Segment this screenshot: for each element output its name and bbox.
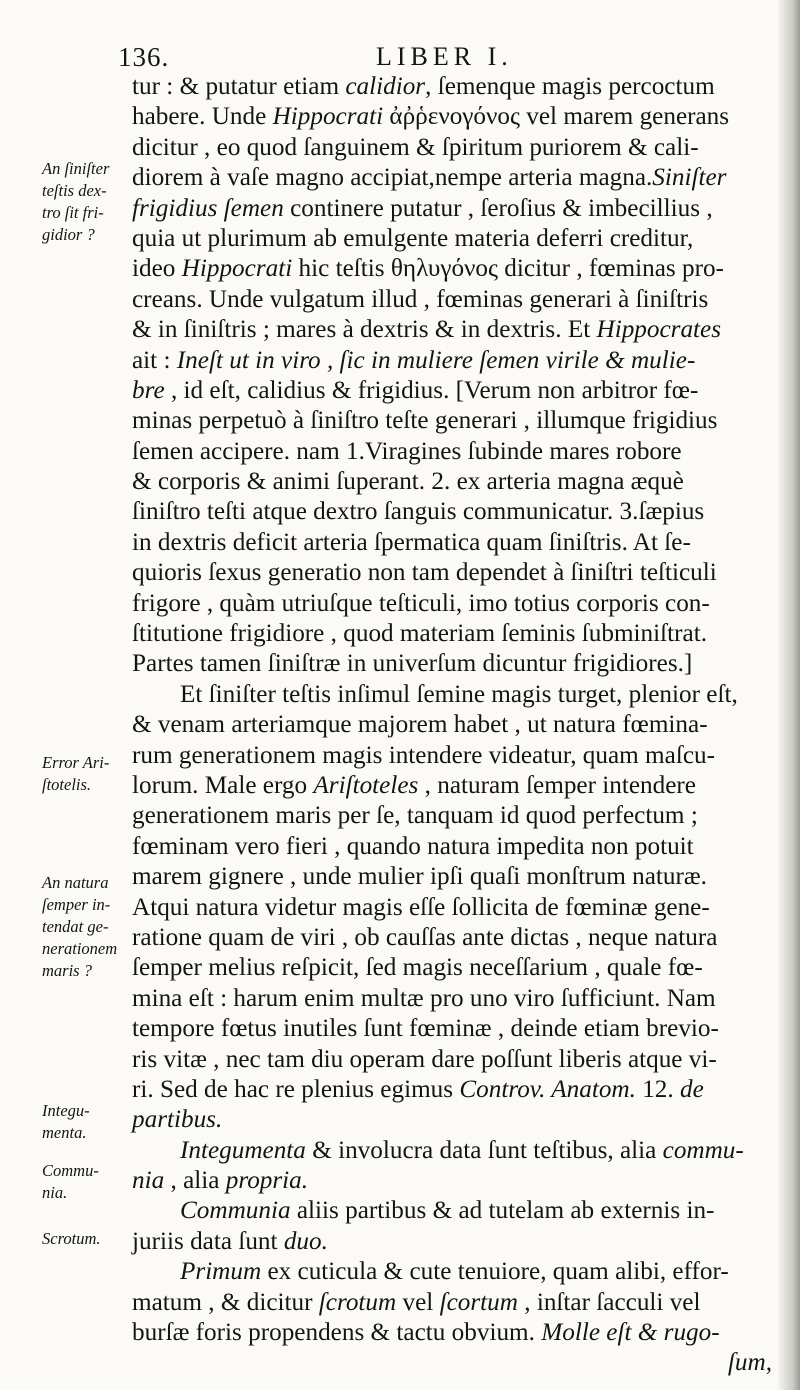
text-run: tempore fœtus inutiles ſunt fœminæ , deinde etiam brevio-: [132, 1015, 719, 1043]
italic-run: Primum: [180, 1258, 262, 1286]
text-run: ſemper melius reſpicit, ſed magis neceſſarium , quale fœ-: [132, 954, 703, 982]
text-run: ratione quam de viri , ob cauſſas ante dictas , neque natura: [132, 923, 718, 951]
page-spine-shadow: [778, 0, 800, 1390]
italic-run: Siniſter: [652, 164, 727, 192]
text-line: [132, 619, 772, 649]
text-run: quioris ſexus generatio non tam dependet à ſiniſtri teſticuli: [132, 559, 717, 587]
text-line: [132, 254, 772, 284]
text-run: ri. Sed de hac re plenius egimus: [132, 1075, 460, 1103]
margin-note-line: gidior ?: [42, 225, 95, 244]
text-run: ἀῤῥενογόνος vel marem generans: [383, 103, 730, 131]
text-run: Partes tamen ſiniſtræ in univerſum dicuntur frigidiores.]: [132, 650, 693, 678]
italic-run: nia: [132, 1167, 165, 1195]
page-header: [118, 40, 758, 72]
text-line: [132, 497, 772, 527]
margin-note-line: Error Ari-: [42, 753, 110, 772]
text-run: ſiniſtro teſti atque dextro ſanguis communicatur. 3.ſæpius: [132, 498, 705, 526]
text-run: matum , & dicitur: [132, 1288, 319, 1316]
italic-run: Communia: [180, 1197, 291, 1225]
text-line: [132, 346, 772, 376]
text-run: ſemen accipere. nam 1.Viragines ſubinde mares robore: [132, 437, 682, 465]
text-line: [132, 1045, 772, 1075]
text-line: [132, 224, 772, 254]
text-line: [132, 1136, 772, 1166]
text-line: [132, 1105, 772, 1135]
text-line: [132, 1075, 772, 1105]
text-line: [132, 589, 772, 619]
text-line: [132, 1348, 772, 1378]
italic-run: frigidius ſemen: [132, 194, 284, 222]
text-run: , ſemenque magis percoctum: [425, 73, 715, 100]
text-line: [132, 771, 772, 801]
text-run: burſæ foris propendens & tactu obvium.: [132, 1319, 542, 1347]
text-line: [132, 163, 772, 193]
italic-run: Ineſt ut in viro , ſic in muliere ſemen virile & mulie-: [176, 346, 696, 374]
italic-run: Integumenta: [180, 1136, 306, 1164]
italic-run: Hippocrati: [272, 103, 384, 131]
margin-note: [42, 1160, 99, 1204]
main-text-column: [132, 72, 772, 1379]
text-line: [132, 801, 772, 831]
text-line: [132, 315, 772, 345]
text-line: [132, 1318, 772, 1348]
text-run: habere. Unde: [132, 103, 273, 131]
italic-run: Hippocrati: [181, 255, 293, 283]
margin-note-line: teſtis dex-: [42, 181, 107, 200]
margin-note: [42, 872, 117, 982]
text-line: [132, 406, 772, 436]
margin-note: [42, 158, 109, 246]
text-line: [132, 133, 772, 163]
text-run: , naturam ſemper intendere: [418, 771, 696, 799]
text-run: ris vitæ , nec tam diu operam dare poſſunt liberis atque vi-: [132, 1045, 717, 1073]
margin-note-line: ſtotelis.: [42, 775, 92, 794]
text-run: vel: [396, 1288, 440, 1316]
italic-run: partibus.: [132, 1106, 223, 1134]
text-run: diorem à vaſe magno accipiat,nempe arteria magna.: [132, 164, 653, 192]
text-run: & in ſiniſtris ; mares à dextris & in dextris. Et: [132, 316, 597, 344]
text-run: hic teſtis θηλυγόνος dicitur , fœminas pro-: [292, 255, 724, 283]
margin-note-line: Commu-: [42, 1161, 99, 1180]
text-run: minas perpetuò à ſiniſtro teſte generari , illumque frigidius: [132, 407, 718, 435]
text-run: & involucra data ſunt teſtibus, alia: [305, 1136, 663, 1164]
text-run: tur : & putatur etiam: [132, 73, 346, 100]
text-run: 12.: [635, 1075, 680, 1103]
text-run: marem gignere , unde mulier ipſi quaſi monſtrum naturæ.: [132, 863, 707, 891]
text-line: [132, 1196, 772, 1226]
italic-run: Molle eſt & rugo-: [541, 1319, 720, 1347]
text-run: aliis partibus & ad tutelam ab externis in-: [290, 1197, 715, 1225]
text-line: [132, 194, 772, 224]
margin-note-line: An ſiniſter: [42, 159, 110, 178]
text-line: [132, 893, 772, 923]
margin-note-line: Scrotum.: [42, 1229, 101, 1248]
text-run: fœminam vero fieri , quando natura impedita non potuit: [132, 832, 694, 860]
text-line: [132, 1227, 772, 1257]
text-run: rum generationem magis intendere videatur, quam maſcu-: [132, 741, 715, 769]
text-run: ideo: [132, 255, 182, 283]
italic-run: ſcortum: [439, 1288, 518, 1316]
text-run: juriis data ſunt: [132, 1227, 284, 1255]
text-line: [132, 1288, 772, 1318]
margin-note-line: Integu-: [42, 1101, 90, 1120]
text-line: [132, 1257, 772, 1287]
text-line: [132, 102, 772, 132]
text-run: generationem maris per ſe, tanquam id quod perfectum ;: [132, 802, 698, 830]
text-run: Atqui natura videtur magis eſſe ſollicita de fœminæ gene-: [132, 893, 710, 921]
margin-note: [42, 1228, 101, 1250]
text-run: continere putatur , ſeroſius & imbecillius ,: [283, 194, 713, 222]
text-line: [132, 72, 772, 102]
margin-note-line: ſemper in-: [42, 895, 111, 914]
text-line: [132, 680, 772, 710]
text-line: [132, 376, 772, 406]
italic-run: ſcrotum: [318, 1288, 397, 1316]
text-run: , alia: [164, 1167, 226, 1195]
text-run: ex cuticula & cute tenuiore, quam alibi, effor-: [261, 1258, 729, 1286]
margin-note-line: maris ?: [42, 961, 92, 980]
running-head: LIBER I.: [376, 42, 513, 71]
italic-run: bre: [132, 376, 165, 404]
text-line: [132, 862, 772, 892]
text-line: [132, 710, 772, 740]
text-line: [132, 953, 772, 983]
text-line: [132, 832, 772, 862]
text-line: [132, 984, 772, 1014]
margin-note-line: nia.: [42, 1183, 68, 1202]
text-line: [132, 285, 772, 315]
text-run: frigore , quàm utriuſque teſticuli, imo totius corporis con-: [132, 589, 710, 617]
text-run: Et ſiniſter teſtis inſimul ſemine magis turget, plenior eſt,: [180, 680, 738, 708]
margin-note: [42, 752, 109, 796]
margin-note-line: tendat ge-: [42, 917, 109, 936]
italic-run: duo.: [283, 1227, 328, 1255]
text-run: , inſtar ſacculi vel: [517, 1288, 701, 1316]
italic-run: commu-: [662, 1136, 744, 1164]
italic-run: Hippocrates: [596, 316, 722, 344]
italic-run: calidior: [345, 73, 426, 100]
margin-note-line: menta.: [42, 1123, 87, 1142]
text-line: [132, 1166, 772, 1196]
italic-run: Controv. Anatom.: [459, 1075, 636, 1103]
italic-run: de: [679, 1075, 704, 1103]
text-line: [132, 741, 772, 771]
margin-note-line: nerationem: [42, 939, 118, 958]
margin-note-line: An natura: [42, 873, 109, 892]
text-line: [132, 558, 772, 588]
text-run: in dextris deficit arteria ſpermatica quam ſiniſtris. At ſe-: [132, 528, 691, 556]
text-run: & corporis & animi ſuperant. 2. ex arteria magna æquè: [132, 468, 684, 496]
text-run: dicitur , eo quod ſanguinem & ſpiritum puriorem & cali-: [132, 133, 699, 161]
page-number: 136.: [118, 42, 170, 72]
text-line: [132, 1014, 772, 1044]
text-line: [132, 437, 772, 467]
text-run: & venam arteriamque majorem habet , ut natura fœmina-: [132, 711, 708, 739]
text-line: [132, 649, 772, 679]
text-line: [132, 467, 772, 497]
text-run: ſtitutione frigidiore , quod materiam ſeminis ſubminiſtrat.: [132, 620, 708, 648]
text-line: [132, 528, 772, 558]
text-run: quia ut plurimum ab emulgente materia deferri creditur,: [132, 224, 694, 252]
italic-run: ſum,: [727, 1349, 772, 1377]
text-run: lorum. Male ergo: [132, 771, 314, 799]
italic-run: propria.: [225, 1167, 309, 1195]
text-run: ait :: [132, 346, 177, 374]
margin-note-line: tro ſit fri-: [42, 203, 104, 222]
text-run: mina eſt : harum enim multæ pro uno viro ſufficiunt. Nam: [132, 984, 716, 1012]
italic-run: Ariſtoteles: [313, 771, 419, 799]
text-run: , id eſt, calidius & frigidius. [Verum non arbitror fœ-: [164, 376, 699, 404]
text-run: creans. Unde vulgatum illud , fœminas generari à ſiniſtris: [132, 285, 709, 313]
text-line: [132, 923, 772, 953]
margin-note: [42, 1100, 90, 1144]
